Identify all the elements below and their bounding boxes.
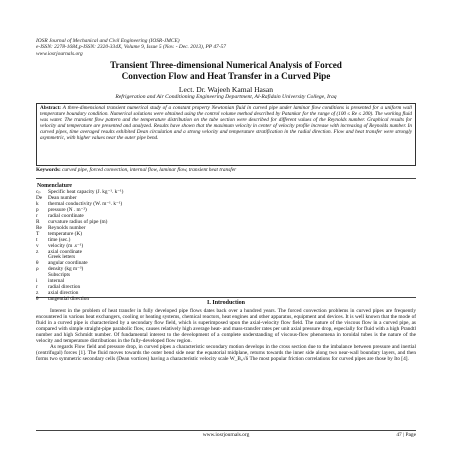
abstract-text: A three-dimensional transient numerical study of a constant property Newtonian fluid in curved pipe under laminar flow conditions is presented for a uniform wall temperature boundary condition. Numerical solutions were obtained using the control volume method described by Patankar for the range of (100 ≤ Re ≤ 200). The working fluid was water. The transient flow pattern and the temperature distribution on the tube section were described for different values of the Reynolds number. Graphical results for velocity and temperature are presented and analyzed. Results have shown that the maximum velocity in center of velocity profile increase with increasing of Reynolds number. In curved pipes, time averaged results exhibited Dean circulation and a strong velocity and temperature stratification in the radial direction. Flow and heat transfer were strongly asymmetric, with higher values near the outer pipe bend. <box>40 105 412 141</box>
nomenclature-definition: temperature (K) <box>48 230 82 237</box>
nomenclature-symbol: Re <box>36 224 42 231</box>
keywords-label: Keywords: <box>36 167 61 173</box>
nomenclature-definition: curvature radius of pipe (m) <box>48 218 108 225</box>
nomenclature-symbol: θ <box>36 296 39 303</box>
nomenclature-definition: Dean number <box>48 194 77 201</box>
introduction-paragraph-2: As regards Flow field and pressure drop, in curved pipes a characteristic secondary motion develops in the cross section due to the imbalance between pressure and inertial (centrifugal) forces [1]. The fluid moves towards the outer bend side near the equatorial midplane, returns towards the inner side along two near-wall boundary layers, and then forms two symmetric secondary cells (Dean vortices) having a characteristic velocity scale W_B₀√δ The most popular friction correlations for curved pipes are those by Ito [4]. <box>36 344 416 363</box>
nomenclature-definition: time (sec.) <box>48 236 71 243</box>
nomenclature-definition: Subscripts <box>48 272 71 279</box>
nomenclature-symbol: z <box>36 248 39 255</box>
nomenclature-definition: Reynolds number <box>48 224 86 231</box>
nomenclature-symbol: v <box>36 242 39 249</box>
nomenclature-definition: density (kg m⁻³) <box>48 266 84 273</box>
nomenclature-definition: radial coordinate <box>48 212 84 219</box>
footer-page-number: 47 | Page <box>396 432 416 438</box>
section-title: I. Introduction <box>207 300 245 306</box>
introduction-paragraph-1: Interest in the problem of heat transfer in fully developed pipe flows dates back over a hundred years. The forced convection problems in curved pipes are frequently encountered in various heat exchangers, cooling or heating systems, chemical reactors, heat engines and other apparatus, equipment and devices. It is well known that the mode of fluid in a curved pipe is characterized by a secondary flow field, which is superimposed upon the axial-velocity flow field. The nature of the viscous flow in a curved pipe, as compared with simple straight-pipe parabolic flow, causes relatively high average heat- and mass-transfer rates per unit axial pressure drop, especially for fluid with a high Prandtl number and high Schmidt number. Of fundamental interest to the development of a complete understanding of viscous-flow phenomena in toroidal tubes is the nature of the velocity and temperature distributions in the fully-developed flow region. <box>36 308 416 345</box>
nomenclature-symbol: t <box>36 236 38 243</box>
journal-issn: e-ISSN: 2278-1684,p-ISSN: 2320-334X, Volume 9, Issue 5 (Nov. - Dec. 2013), PP 47-57 <box>36 44 226 51</box>
footer-url[interactable]: www.iosrjournals.org <box>202 432 250 438</box>
nomenclature-definition: pressure (N . m⁻²) <box>48 206 87 213</box>
nomenclature-symbol: ρ <box>36 266 39 273</box>
nomenclature-symbol: i <box>36 278 38 285</box>
journal-website[interactable]: www.iosrjournals.org <box>36 50 83 57</box>
nomenclature-symbol: θ <box>36 260 39 267</box>
nomenclature-definition: tangential direction <box>48 296 90 303</box>
abstract-label: Abstract: <box>40 105 62 111</box>
nomenclature-symbol: De <box>36 194 43 201</box>
nomenclature-definition: axial coordinate <box>48 248 82 255</box>
journal-header <box>36 38 226 57</box>
nomenclature-definition: radial direction <box>48 284 81 291</box>
nomenclature-symbol: r <box>36 212 38 219</box>
journal-name: IOSR Journal of Mechanical and Civil Engineering (IOSR-JMCE) <box>36 38 180 44</box>
footer-divider <box>36 430 416 431</box>
keywords-text: curved pipe, forced convection, internal flow, laminar flow, transient heat transfer <box>62 167 237 173</box>
nomenclature-symbol: T <box>36 230 40 237</box>
paper-author: Lect. Dr. Wajeeh Kamal Hasan <box>178 85 274 94</box>
paper-affiliation: Refrigeration and Air Conditioning Engineering Department, Al-Rafidain University College, Iraq <box>115 94 337 100</box>
nomenclature-definition: internal <box>48 278 65 285</box>
nomenclature-symbol: p <box>36 206 39 213</box>
keywords <box>36 167 416 173</box>
abstract-box <box>36 103 416 166</box>
nomenclature-symbol: z <box>36 290 39 297</box>
nomenclature-list <box>36 190 416 303</box>
nomenclature-definition: Greek letters <box>48 254 76 261</box>
nomenclature-definition: angular coordinate <box>48 260 88 267</box>
nomenclature-definition: thermal conductivity (W. m⁻¹. k⁻¹) <box>48 200 123 207</box>
nomenclature-symbol: R <box>36 218 40 225</box>
paper-title-line-2: Convection Flow and Heat Transfer in a Curved Pipe <box>121 70 331 81</box>
nomenclature-title: Nomenclature <box>37 183 72 189</box>
nomenclature-symbol: k <box>36 200 39 207</box>
nomenclature-definition: Specific heat capacity (J. kg⁻¹. k⁻¹) <box>48 189 124 195</box>
nomenclature-definition: velocity (m .s⁻¹) <box>48 242 84 249</box>
nomenclature-definition: axial direction <box>48 290 79 297</box>
nomenclature-symbol: r <box>36 284 38 291</box>
paper-title-line-1: Transient Three-dimensional Numerical Analysis of Forced <box>110 60 342 70</box>
nomenclature-symbol: cₚ <box>36 189 41 195</box>
introduction-body <box>36 308 416 362</box>
paper-title <box>60 60 392 81</box>
